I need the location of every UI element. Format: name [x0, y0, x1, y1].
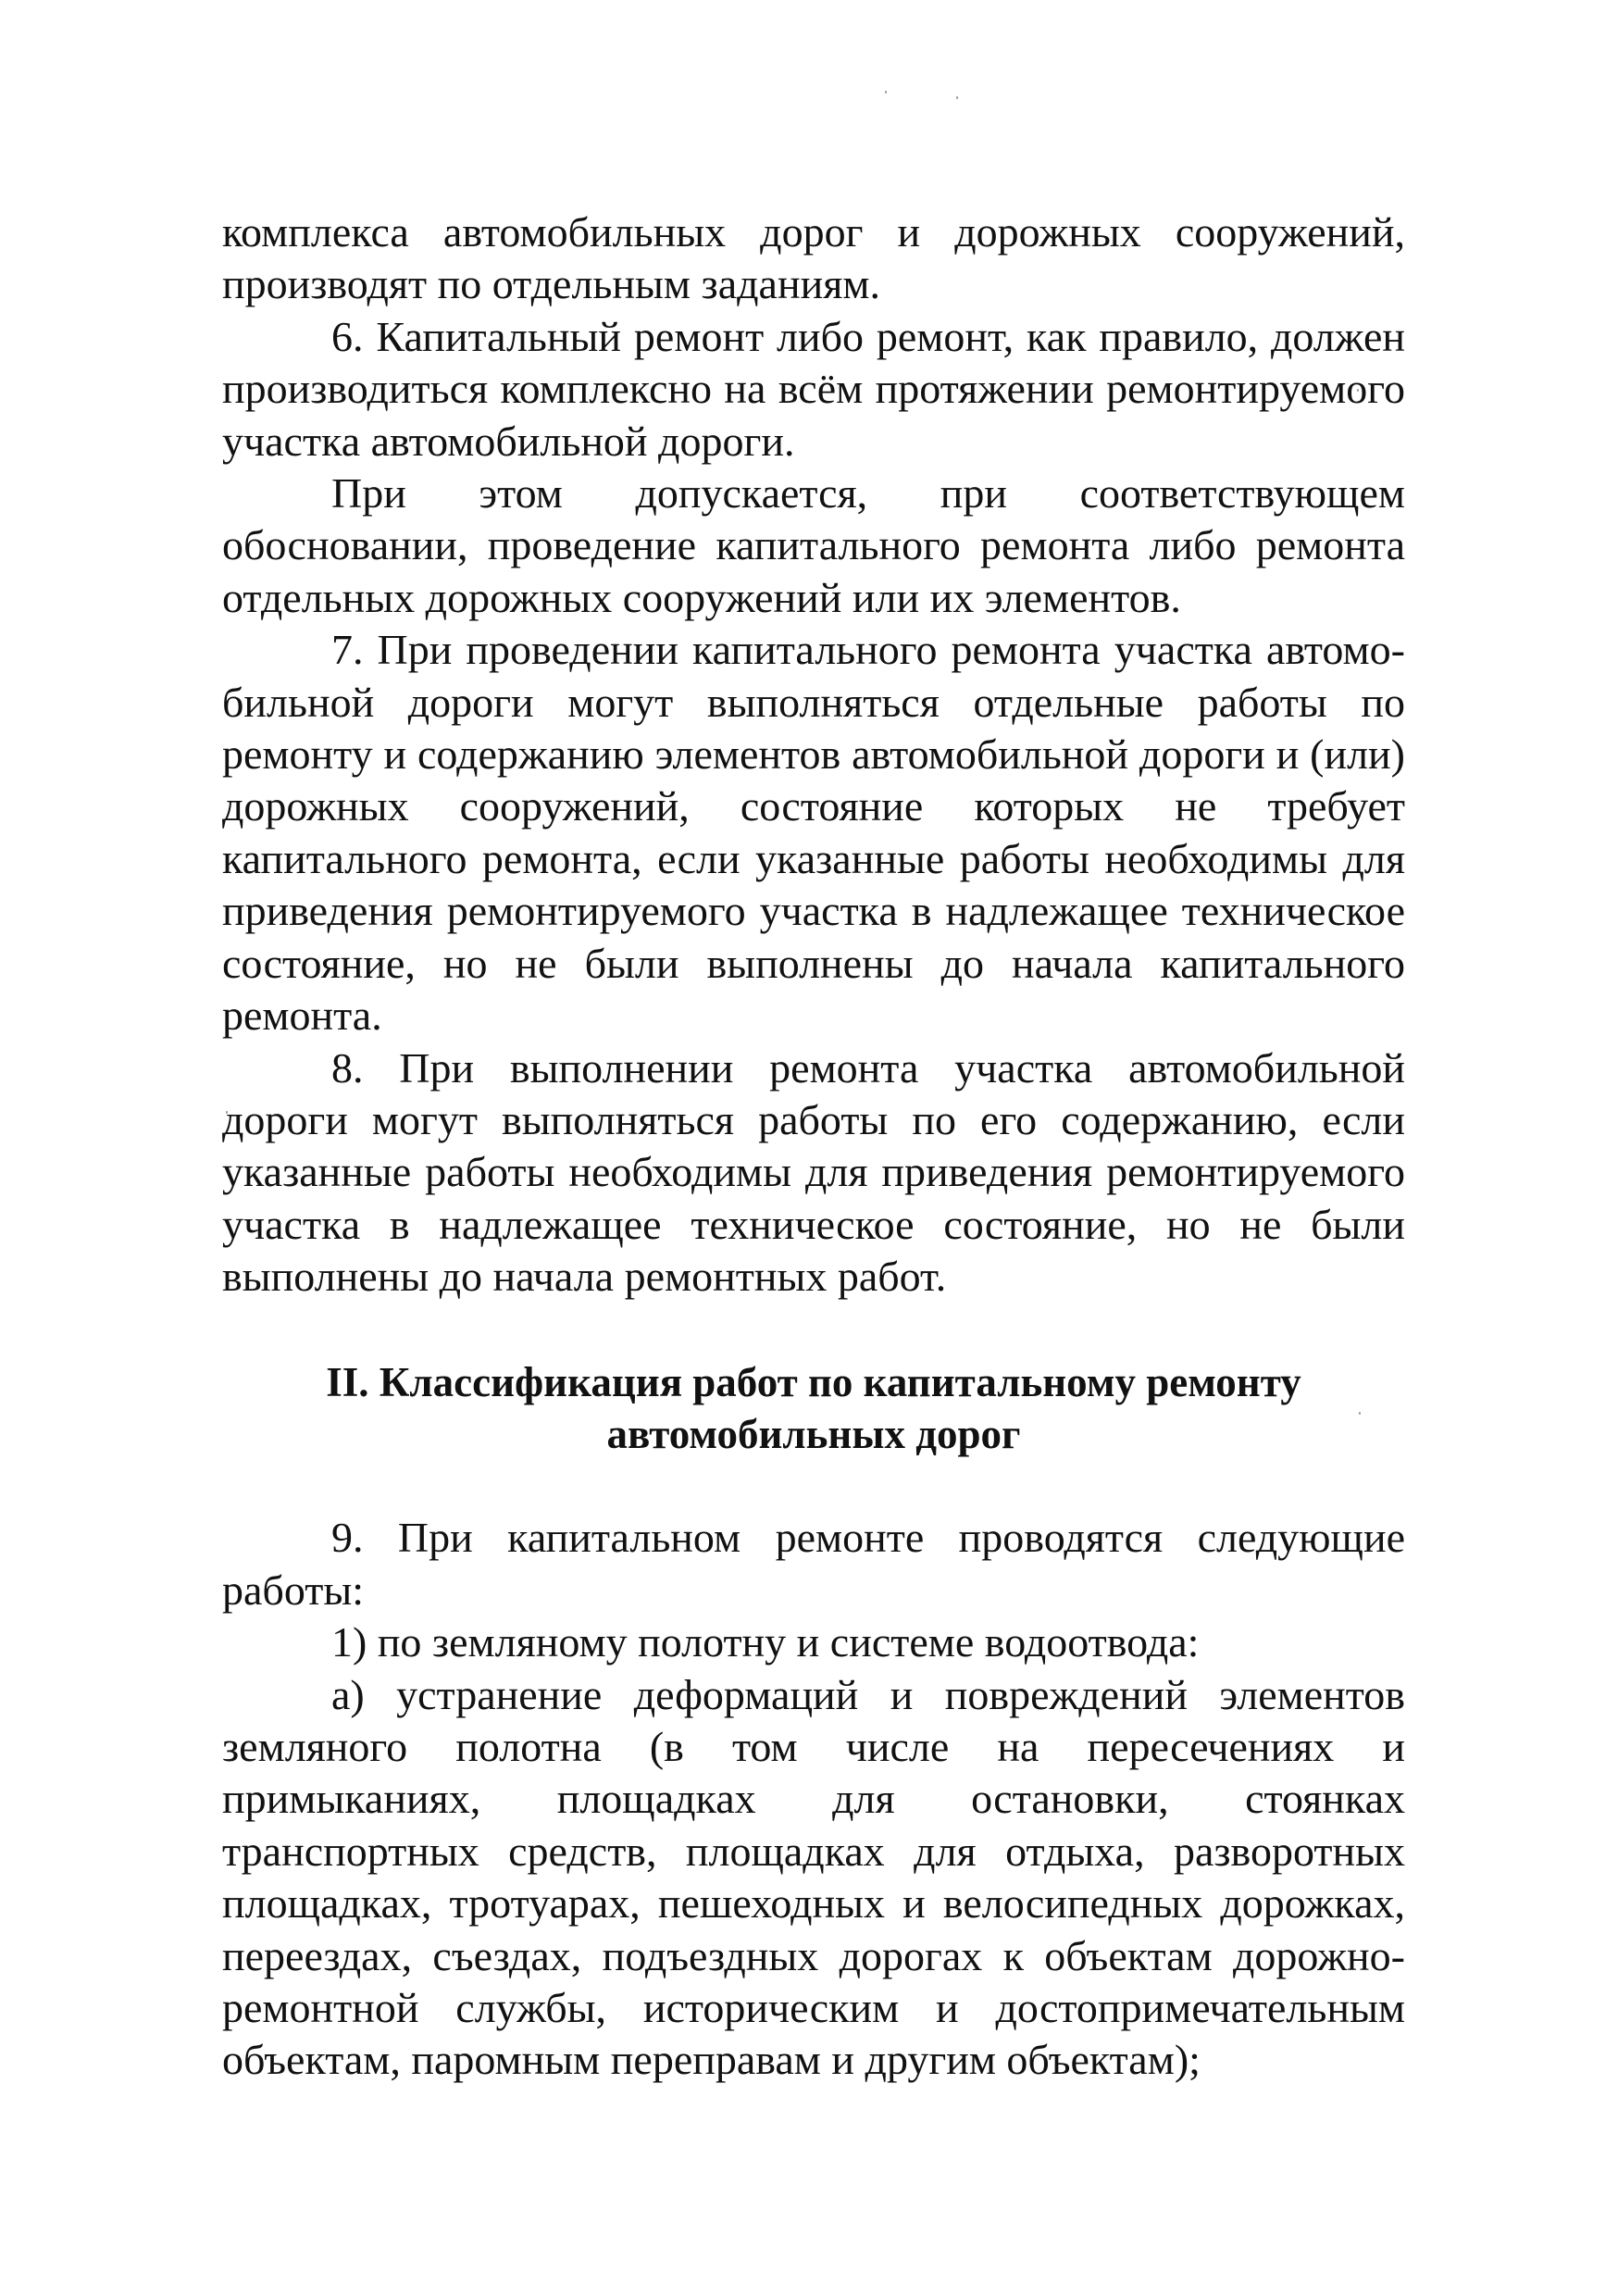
scan-speck [885, 91, 887, 94]
subitem-1: 1) по земляному полотну и системе водоотвода: [331, 1618, 1200, 1666]
section-heading-line-2: автомобильных дорог [606, 1410, 1021, 1457]
paragraph-item-6-note: При этом допускается, при соответствующем обосновании, проведение капитального ремонта либо ремонта отдельных дорожных сооружений или их элементов. [222, 469, 1405, 621]
paragraph-item-9: 9. При капитальном ремонте проводятся следующие работы: [222, 1514, 1405, 1614]
paragraph-item-6: 6. Капитальный ремонт либо ремонт, как правило, должен производиться комплексно на всём протяжении ремонтируемого участка автомобильной дороги. [222, 312, 1405, 465]
subitem-a: а) устранение деформаций и повреждений элементов земляного полотна (в том числе на пересечениях и примыканиях, площадках для остановки, стоянках транспортных средств, площадках для отдыха, разворотных площадках, тротуарах, пешеходных и велосипедных дорожках, переездах, съездах, подъездных дорогах к объектам дорожно-ремонтной службы, историческим и достопримечательным объектам, паромным переправам и другим объектам); [222, 1670, 1405, 2084]
paragraph-item-8: 8. При выполнении ремонта участка автомобильной дороги могут выполняться работы по его содержанию, если указанные работы необходимы для приведения ремонтируемого участка в надлежащее техническое состояние, но не были выполнены до начала ремонтных работ. [222, 1043, 1405, 1301]
section-heading [222, 1356, 1405, 1461]
paragraph-item-7: 7. При проведении капитального ремонта участка автомобильной дороги могут выполняться отдельные работы по ремонту и содержанию элементов автомобильной дороги и (или) дорожных сооружений, состояние которых не требует капитального ремонта, если указанные работы необходимы для приведения ремонтируемого участка в надлежащее техническое состояние, но не были выполнены до начала капитального ремонта. [222, 626, 1405, 1040]
document-body [222, 206, 1405, 2087]
section-heading-line-1: II. Классификация работ по капитальному ремонту [326, 1358, 1301, 1405]
paragraph-continuation: комплекса автомобильных дорог и дорожных сооружений, производят по отдельным заданиям. [222, 208, 1405, 308]
scan-speck [956, 96, 958, 99]
